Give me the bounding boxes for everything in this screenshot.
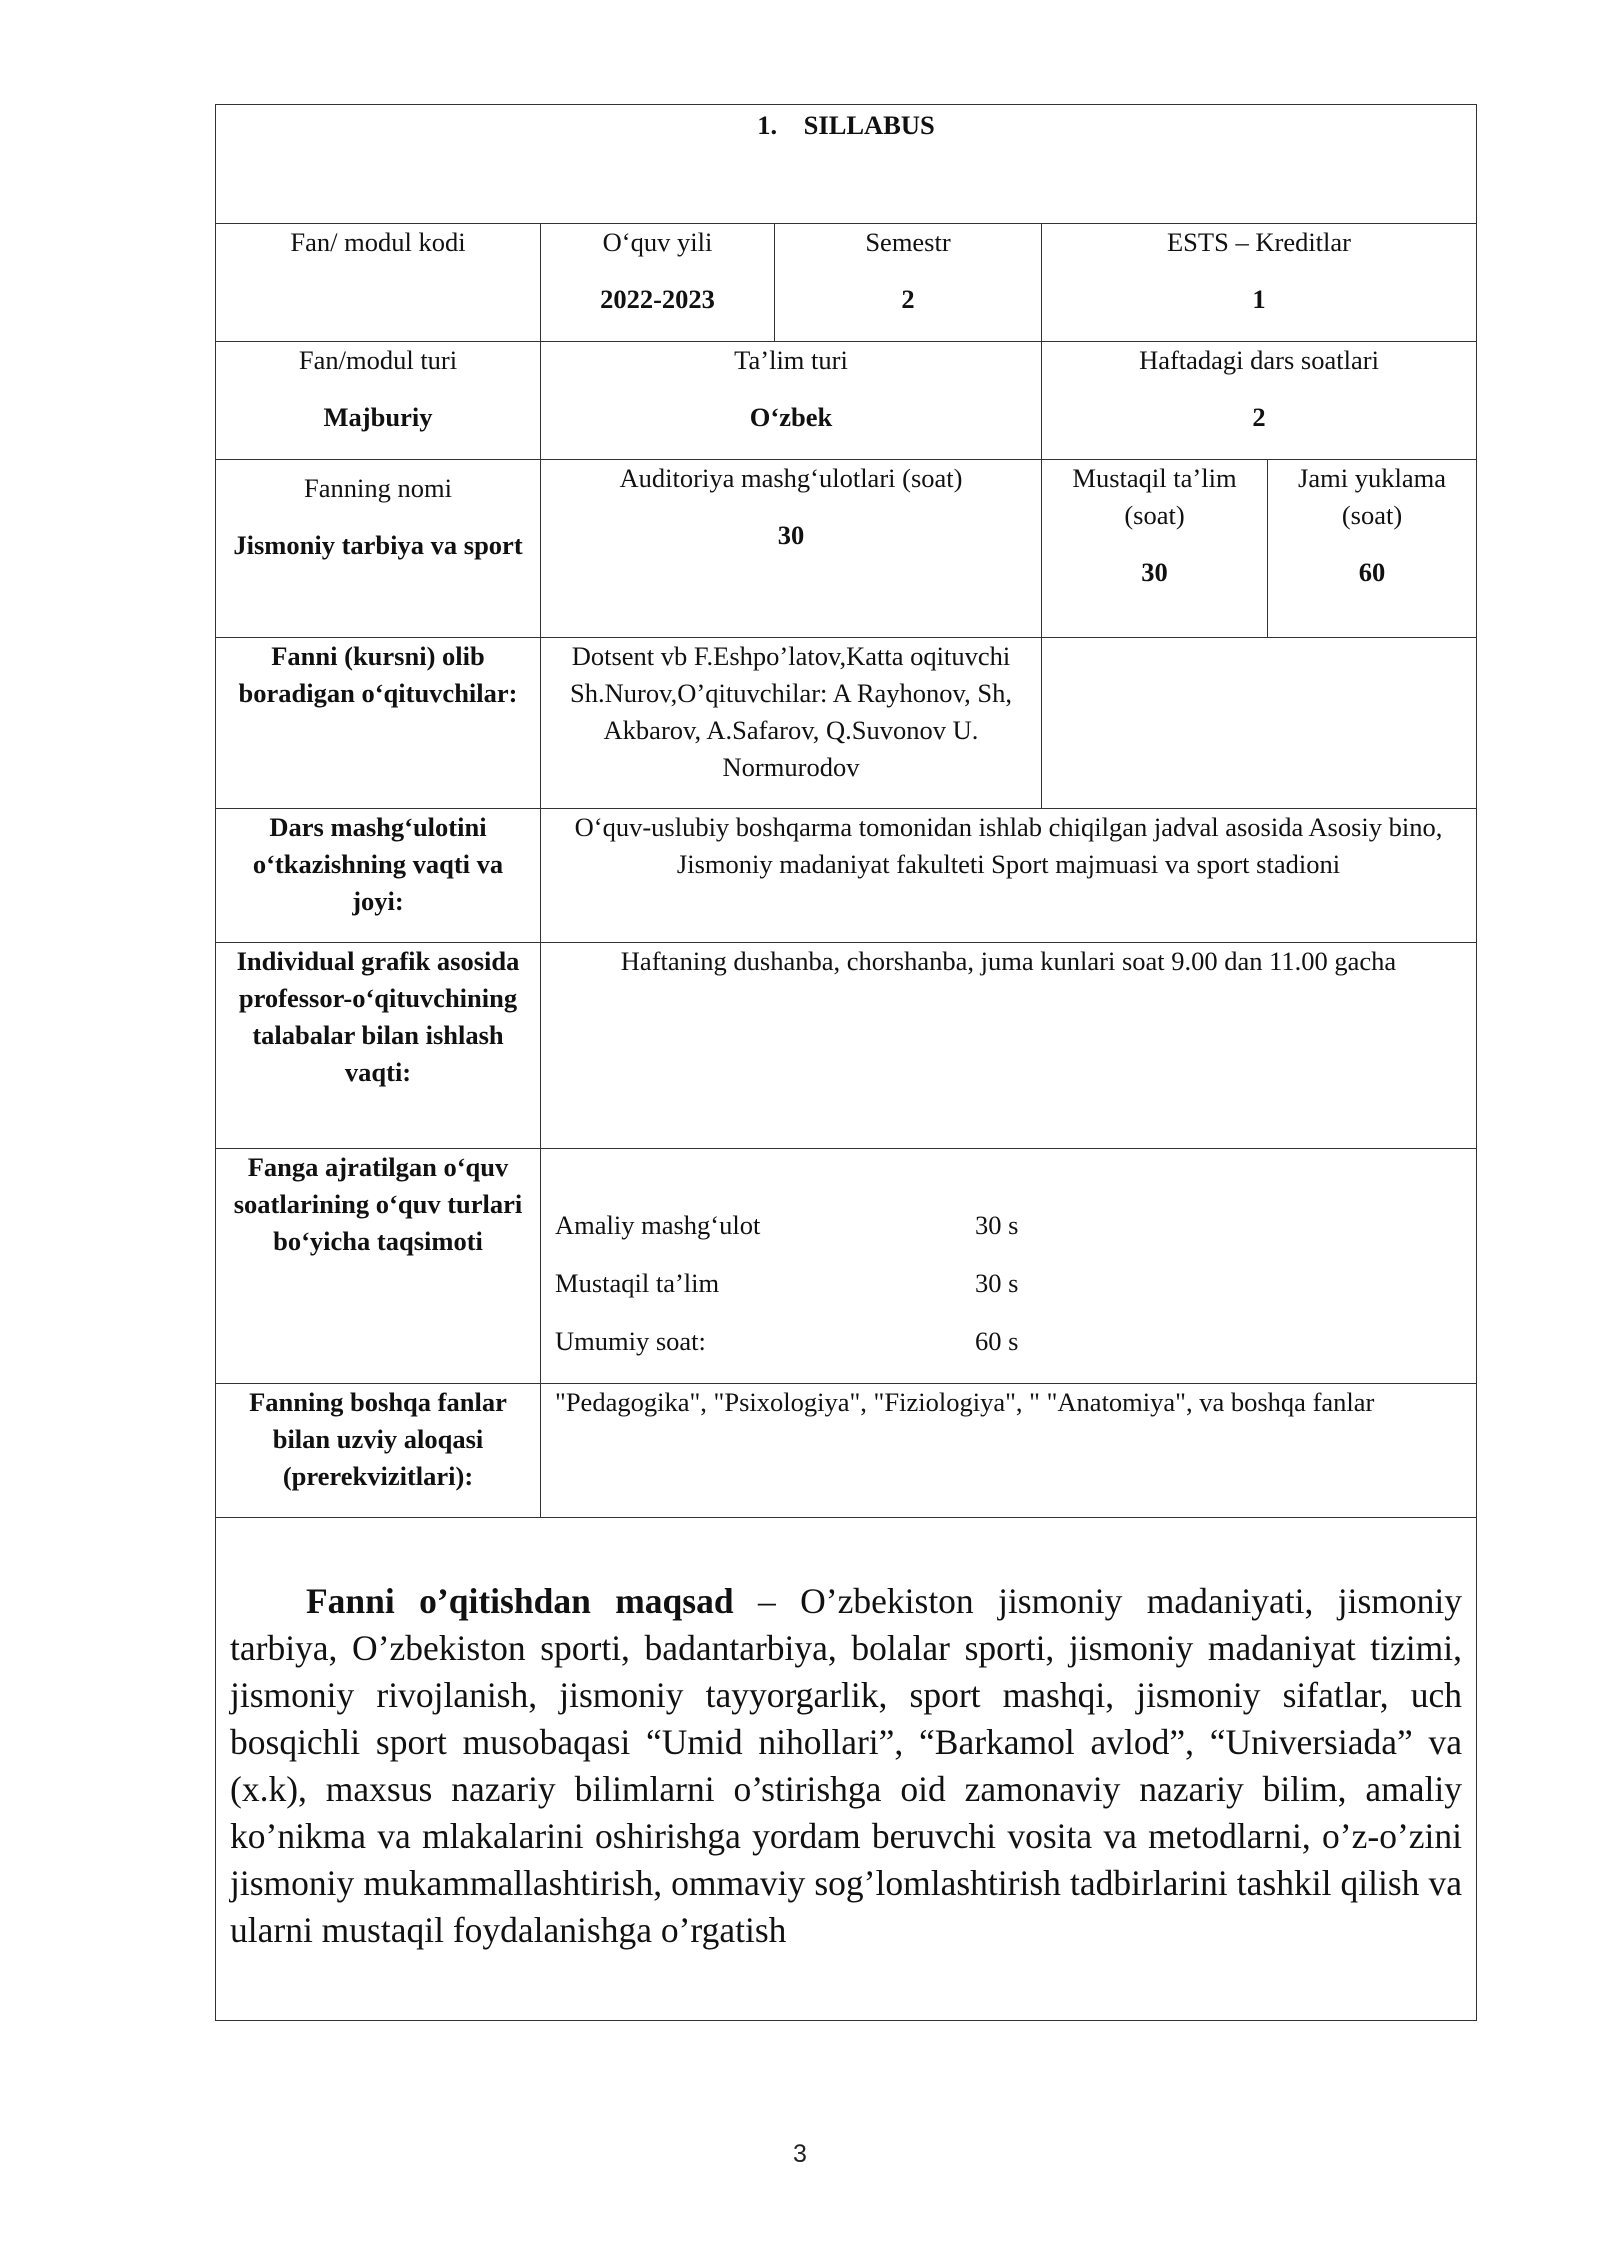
section-number: 1.: [757, 110, 778, 140]
goal-heading: Fanni o’qitishdan maqsad: [306, 1581, 734, 1621]
schedule-value: O‘quv-uslubiy boshqarma tomonidan ishlab chiqilgan jadval asosida Asosiy bino, Jismoniy madaniyat fakulteti Sport majmuasi va sport stadioni: [541, 809, 1477, 943]
teachers-label: Fanni (kursni) olib boradigan o‘qituvchilar:: [216, 638, 541, 809]
semester-value: 2: [901, 284, 915, 314]
semester-label: Semestr: [865, 227, 951, 257]
hours-distribution: [541, 1149, 1477, 1384]
credits-value: 1: [1252, 284, 1266, 314]
teachers-row: [216, 638, 1477, 809]
self-study-hours-value: 30: [1141, 557, 1168, 587]
study-year-label: O‘quv yili: [602, 227, 713, 257]
info-row-2: [216, 342, 1477, 460]
hours-item-name: Amaliy mashg‘ulot: [555, 1210, 761, 1240]
prereq-label: Fanning boshqa fanlar bilan uzviy aloqasi (prerekvizitlari):: [216, 1384, 541, 1518]
module-code-label: Fan/ modul kodi: [290, 227, 466, 257]
syllabus-table: [215, 104, 1477, 2021]
study-year-cell: [541, 224, 775, 342]
module-type-label: Fan/modul turi: [298, 345, 458, 375]
subject-name-cell: [216, 460, 541, 638]
credits-cell: [1042, 224, 1477, 342]
module-type-cell: [216, 342, 541, 460]
study-year-value: 2022-2023: [600, 284, 715, 314]
hours-item-name: Mustaqil ta’lim: [555, 1268, 720, 1298]
module-code-cell: [216, 224, 541, 342]
prereq-row: [216, 1384, 1477, 1518]
hours-item: [555, 1207, 1468, 1265]
teachers-value: Dotsent vb F.Eshpo’latov,Katta oqituvchi Sh.Nurov,O’qituvchilar: A Rayhonov, Sh, Akbarov, A.Safarov, Q.Suvonov U. Normurodov: [541, 638, 1042, 809]
individual-label: Individual grafik asosida professor-o‘qituvchining talabalar bilan ishlash vaqti:: [216, 943, 541, 1149]
goal-row: [216, 1518, 1477, 2021]
hours-label: Fanga ajratilgan o‘quv soatlarining o‘quv turlari bo‘yicha taqsimoti: [216, 1149, 541, 1384]
hours-item-value: 30 s: [975, 1268, 1019, 1298]
auditorium-hours-cell: [541, 460, 1042, 638]
hours-item-name: Umumiy soat:: [555, 1326, 706, 1356]
section-title: [216, 105, 1477, 224]
auditorium-hours-label: Auditoriya mashg‘ulotlari (soat): [619, 463, 963, 493]
subject-name-label: Fanning nomi: [304, 473, 452, 503]
total-load-value: 60: [1358, 557, 1386, 587]
individual-value: Haftaning dushanba, chorshanba, juma kunlari soat 9.00 dan 11.00 gacha: [541, 943, 1477, 1149]
schedule-row: [216, 809, 1477, 943]
education-type-cell: [541, 342, 1042, 460]
teachers-empty-cell: [1042, 638, 1477, 809]
hours-item-value: 30 s: [975, 1210, 1019, 1240]
info-row-1: [216, 224, 1477, 342]
prereq-value: "Pedagogika", "Psixologiya", "Fiziologiya", " "Anatomiya", va boshqa fanlar: [541, 1384, 1477, 1518]
individual-row: [216, 943, 1477, 1149]
self-study-hours-cell: [1042, 460, 1268, 638]
goal-paragraph: [230, 1578, 1462, 1954]
hours-item-value: 60 s: [975, 1326, 1019, 1356]
hours-row: [216, 1149, 1477, 1384]
hours-item: [555, 1323, 1468, 1381]
total-load-label: Jami yuklama (soat): [1298, 463, 1446, 530]
goal-text: – O’zbekiston jismoniy madaniyati, jismoniy tarbiya, O’zbekiston sporti, badantarbiya, bolalar sporti, jismoniy madaniyat tizimi, jismoniy rivojlanish, jismoniy tayyorgarlik, sport mashqi, jismoniy sifatlar, uch bosqichli sport musobaqasi “Umid nihollari”, “Barkamol avlod”, “Universiada” va (x.k), maxsus nazariy bilimlarni o’stirishga oid zamonaviy nazariy bilim, amaliy ko’nikma va mlakalarini oshirishga yordam beruvchi vosita va metodlarni, o’z-o’zini jismoniy mukammallashtirish, ommaviy sog’lomlashtirish tadbirlarini tashkil qilish va ularni mustaqil foydalanishga o’rgatish: [230, 1581, 1463, 1950]
credits-label: ESTS – Kreditlar: [1167, 227, 1351, 257]
hours-item: [555, 1265, 1468, 1323]
schedule-label: Dars mashg‘ulotini o‘tkazishning vaqti va joyi:: [216, 809, 541, 943]
title-row: [216, 105, 1477, 224]
page-number: 3: [793, 2140, 807, 2168]
subject-name-value: Jismoniy tarbiya va sport: [233, 530, 523, 560]
goal-cell: [216, 1518, 1477, 2021]
semester-cell: [775, 224, 1042, 342]
total-load-cell: [1268, 460, 1477, 638]
self-study-hours-label: Mustaqil ta’lim (soat): [1072, 463, 1237, 530]
education-type-value: O‘zbek: [749, 402, 833, 432]
weekly-hours-label: Haftadagi dars soatlari: [1139, 345, 1379, 375]
education-type-label: Ta’lim turi: [734, 345, 848, 375]
module-type-value: Majburiy: [323, 402, 433, 432]
auditorium-hours-value: 30: [777, 520, 805, 550]
info-row-3: [216, 460, 1477, 638]
weekly-hours-value: 2: [1252, 402, 1266, 432]
weekly-hours-cell: [1042, 342, 1477, 460]
section-title-text: SILLABUS: [803, 110, 935, 140]
